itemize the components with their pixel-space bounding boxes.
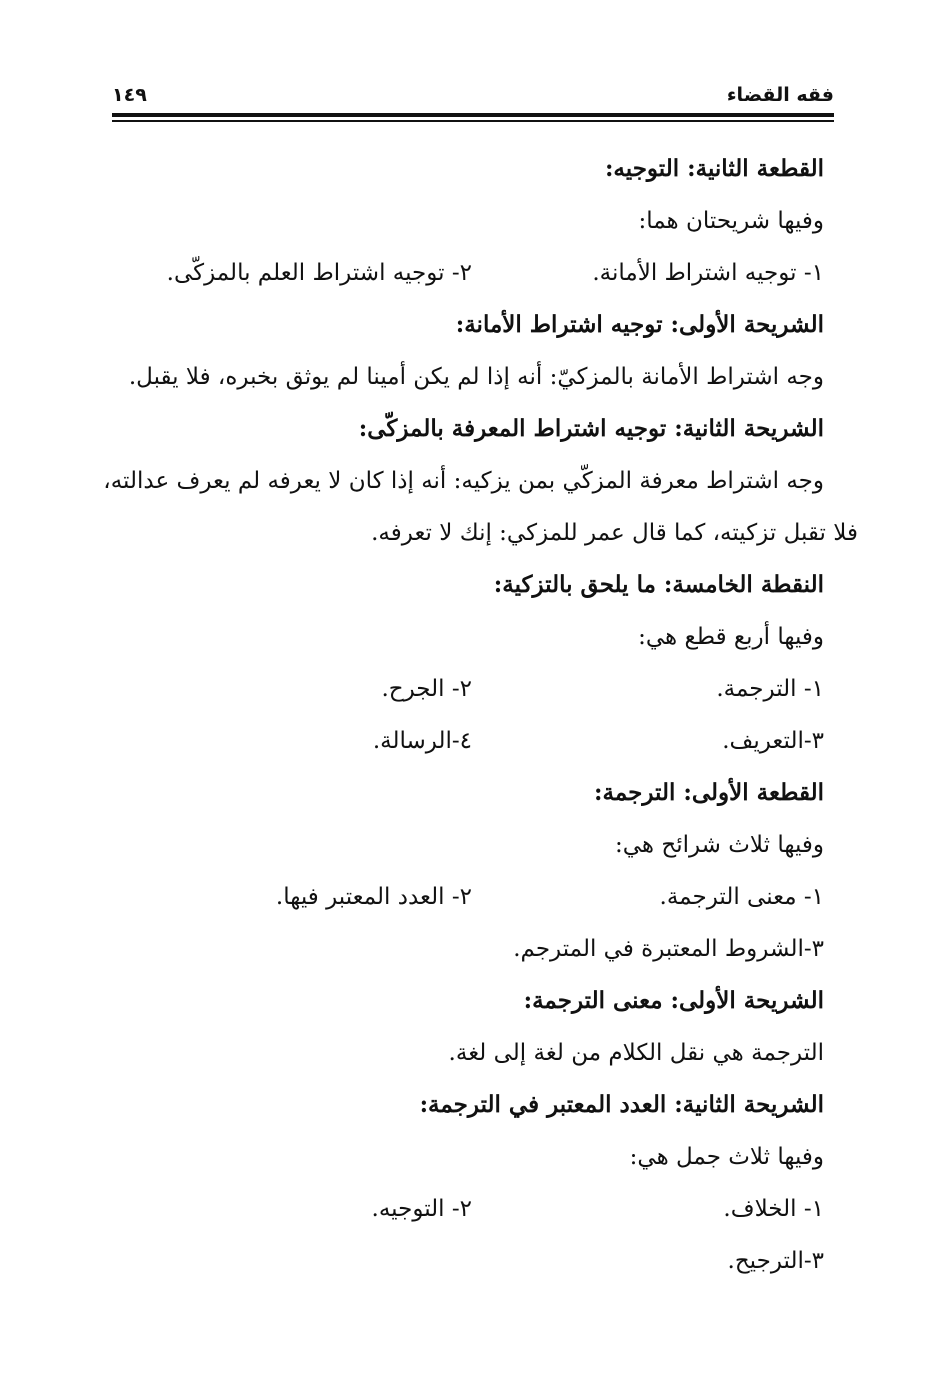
list-item: ١- معنى الترجمة. xyxy=(659,884,824,910)
paragraph-line: الترجمة هي نقل الكلام من لغة إلى لغة. xyxy=(448,1040,824,1066)
paragraph-line: وجه اشتراط الأمانة بالمزكيّ: أنه إذا لم يكن أمينا لم يوثق بخبره، فلا يقبل. xyxy=(128,364,824,390)
list-item: ١- الخلاف. xyxy=(723,1196,824,1222)
list-item: ٢- الجرح. xyxy=(381,676,472,702)
list-item: ٢- التوجيه. xyxy=(371,1196,472,1222)
paragraph-line: وجه اشتراط معرفة المزكّي بمن يزكيه: أنه إذا كان لا يعرفه لم يعرف عدالته، xyxy=(103,468,824,494)
list-item: ٤-الرسالة. xyxy=(372,728,472,754)
list-item: ٣-الترجيح. xyxy=(727,1248,824,1274)
paragraph-line: وفيها ثلاث جمل هي: xyxy=(629,1144,824,1170)
section-heading: النقطة الخامسة: ما يلحق بالتزكية: xyxy=(493,571,824,598)
section-heading: الشريحة الثانية: العدد المعتبر في الترجمة: xyxy=(419,1091,824,1118)
list-row xyxy=(112,719,824,771)
list-item: ١- توجيه اشتراط الأمانة. xyxy=(592,260,824,286)
list-row xyxy=(112,875,824,927)
section-heading: القطعة الأولى: الترجمة: xyxy=(594,779,824,806)
section-heading: الشريحة الثانية: توجيه اشتراط المعرفة بالمزكّى: xyxy=(358,415,824,442)
list-row xyxy=(112,251,824,303)
list-item: ٢- العدد المعتبر فيها. xyxy=(275,884,472,910)
list-item: ٣-الشروط المعتبرة في المترجم. xyxy=(513,936,824,962)
list-item: ١- الترجمة. xyxy=(716,676,824,702)
section-heading: القطعة الثانية: التوجيه: xyxy=(604,155,824,182)
paragraph-line: وفيها ثلاث شرائح هي: xyxy=(614,832,824,858)
paragraph-line: فلا تقبل تزكيته، كما قال عمر للمزكي: إنك لا تعرفه. xyxy=(371,520,858,546)
section-heading: الشريحة الأولى: معنى الترجمة: xyxy=(523,987,824,1014)
paragraph-line: وفيها شريحتان هما: xyxy=(638,208,824,234)
page-number: ١٤٩ xyxy=(112,84,147,106)
list-item: ٢- توجيه اشتراط العلم بالمزكّى. xyxy=(166,260,472,286)
list-item: ٣-التعريف. xyxy=(722,728,824,754)
section-heading: الشريحة الأولى: توجيه اشتراط الأمانة: xyxy=(455,311,824,338)
paragraph-line: وفيها أربع قطع هي: xyxy=(638,624,824,650)
running-header xyxy=(112,84,834,110)
header-rule-thin xyxy=(112,120,834,122)
list-row xyxy=(112,1187,824,1239)
page-body xyxy=(103,147,858,1291)
header-rule-thick xyxy=(112,113,834,117)
list-row xyxy=(112,667,824,719)
book-title: فقه القضاء xyxy=(726,84,834,106)
